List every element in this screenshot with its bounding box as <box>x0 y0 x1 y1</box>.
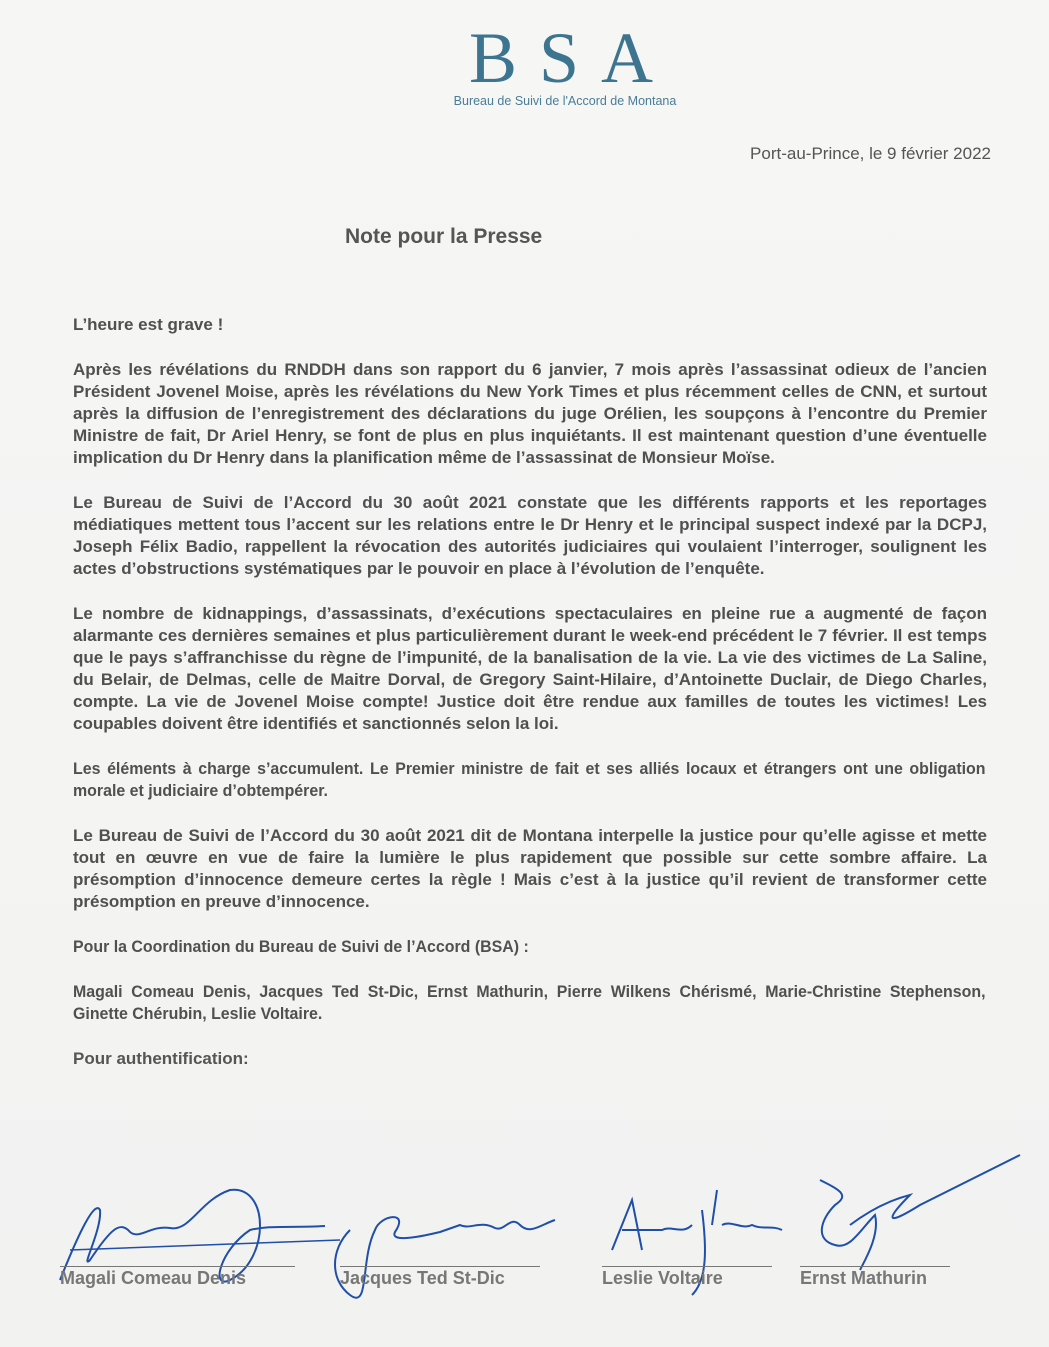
paragraph-3: Le nombre de kidnappings, d’assassinats, d’exécutions spectaculaires en pleine rue a augmenté de façon alarmante ces dernières semaines et plus particulièrement durant le week-end précédent le 7 février. Il est temps que le pays s’affranchisse du règne de l’impunité, de la banalisation de la vie. La vie des victimes de La Saline, du Belair, de Delmas, celle de Maitre Dorval, de Gregory Saint-Hilaire, d’Antoinette Duclair, de Diego Charles, compte. La vie de Jovenel Moise compte! Justice doit être rendue aux familles de toutes les victimes! Les coupables doivent être identifiés et sanctionnés selon la loi. <box>73 604 987 733</box>
signatory-name: Jacques Ted St-Dic <box>340 1268 505 1288</box>
signatory-name: Magali Comeau Denis <box>60 1268 247 1288</box>
paragraph-2: Le Bureau de Suivi de l’Accord du 30 août 2021 constate que les différents rapports et les reportages médiatiques mettent tous l’accent sur les relations entre le Dr Henry et le principal suspect indexé par la DCPJ, Joseph Félix Badio, rappellent la révocation des autorités judiciaires qui voulaient l’interroger, soulignent les actes d’obstructions systématiques par le pouvoir en place à l’évolution de l’enquête. <box>73 493 987 578</box>
coordination-label: Pour la Coordination du Bureau de Suivi de l’Accord (BSA) : <box>73 937 529 956</box>
paragraph-4: Les éléments à charge s’accumulent. Le Premier ministre de fait et ses alliés locaux et étrangers ont une obligation morale et judiciaire d’obtempérer. <box>73 759 986 800</box>
signature-ernst-mathurin <box>800 1180 950 1310</box>
signature-line <box>340 1266 540 1267</box>
signature-line <box>60 1266 295 1267</box>
paragraph-5: Le Bureau de Suivi de l’Accord du 30 août 2021 dit de Montana interpelle la justice pour qu’elle agisse et mette tout en œuvre en vue de faire la lumière le plus rapidement que possible sur cette sombre affaire. La présomption d’innocence demeure certes la règle ! Mais c’est à la justice qu’il revient de transformer cette présomption en preuve d’innocence. <box>73 826 987 911</box>
authentication-label: Pour authentification: <box>73 1049 249 1068</box>
signature-block <box>0 1180 1049 1340</box>
members-list: Magali Comeau Denis, Jacques Ted St-Dic, Ernst Mathurin, Pierre Wilkens Chérismé, Marie-Christine Stephenson, Ginette Chérubin, Leslie Voltaire. <box>73 982 986 1023</box>
signature-line <box>800 1266 950 1267</box>
document-title: Note pour la Presse <box>345 225 543 248</box>
signature-jacques-ted-st-dic <box>340 1180 540 1310</box>
bsa-logo <box>440 18 690 108</box>
paragraph-1: Après les révélations du RNDDH dans son rapport du 6 janvier, 7 mois après l’assassinat odieux de l’ancien Président Jovenel Moise, après les révélations du New York Times et plus récemment celles de CNN, et surtout après la diffusion de l’enregistrement des déclarations du juge Orélien, les soupçons à l’encontre du Premier Ministre de fait, Dr Ariel Henry, se font de plus en plus inquiétants. Il est maintenant question d’une éventuelle implication du Dr Henry dans la planification même de l’assassinat de Monsieur Moïse. <box>73 360 987 467</box>
handwritten-signature-icon <box>582 1170 782 1330</box>
signatory-name: Ernst Mathurin <box>800 1268 928 1288</box>
date-line: Port-au-Prince, le 9 février 2022 <box>750 144 991 163</box>
handwritten-signature-icon <box>780 1170 1020 1310</box>
logo-subtitle: Bureau de Suivi de l'Accord de Montana <box>453 94 677 108</box>
signatory-name: Leslie Voltaire <box>602 1268 723 1288</box>
logo-letters: BSA <box>468 18 676 98</box>
letter-body <box>73 314 987 1093</box>
handwritten-signature-icon <box>320 1170 560 1330</box>
signature-leslie-voltaire <box>602 1180 772 1310</box>
signature-line <box>602 1266 772 1267</box>
opening-heading: L’heure est grave ! <box>73 315 224 334</box>
signature-magali-comeau-denis <box>60 1180 295 1310</box>
handwritten-signature-icon <box>40 1170 320 1310</box>
